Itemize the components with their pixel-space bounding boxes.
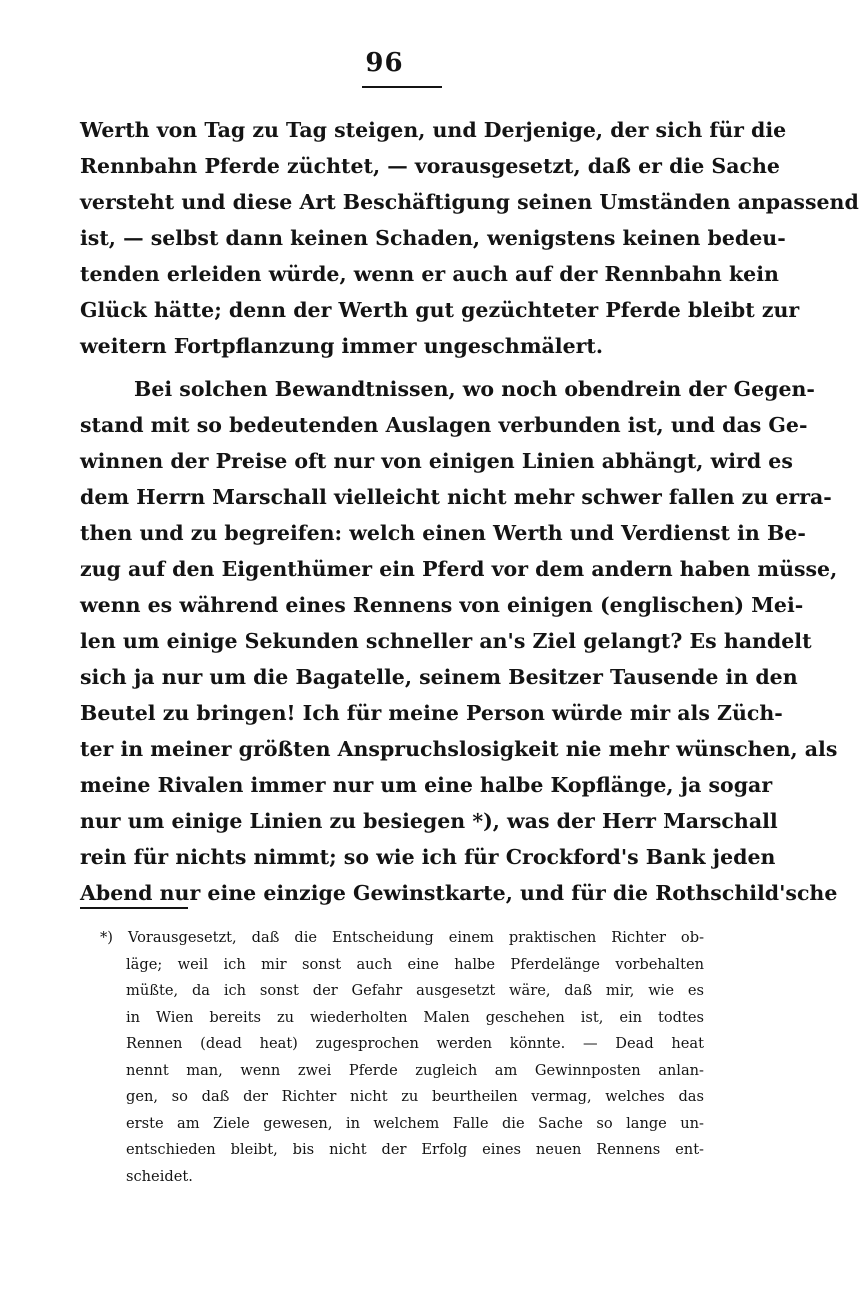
text-line: meine Rivalen immer nur um eine halbe Kopflänge, ja sogar (80, 773, 773, 797)
paragraph-gap (80, 364, 707, 371)
footnote (80, 925, 704, 1190)
text-line: Rennbahn Pferde züchtet, — vorausgesetzt, daß er die Sache (80, 154, 780, 178)
text-line: Bei solchen Bewandtnissen, wo noch obendrein der Gegen- (134, 377, 815, 401)
text-line: weitern Fortpflanzung immer ungeschmälert. (80, 334, 604, 358)
text-line: Werth von Tag zu Tag steigen, und Derjenige, der sich für die (80, 118, 787, 142)
footnote-line: gen, so daß der Richter nicht zu beurtheilen vermag, welches das (126, 1088, 704, 1105)
footnote-line: Rennen (dead heat) zugesprochen werden könnte. — Dead heat (126, 1035, 704, 1052)
footnote-line: *) Vorausgesetzt, daß die Entscheidung einem praktischen Richter ob- (100, 929, 704, 946)
body-text (80, 112, 859, 911)
text-line: tenden erleiden würde, wenn er auch auf der Rennbahn kein (80, 262, 779, 286)
footnote-line: erste am Ziele gewesen, in welchem Falle die Sache so lange un- (126, 1114, 704, 1132)
page-number: 96 (365, 48, 404, 78)
text-line: nur um einige Linien zu besiegen *), was der Herr Marschall (80, 809, 778, 833)
text-line: Glück hätte; denn der Werth gut gezüchteter Pferde bleibt zur (80, 298, 800, 322)
text-line: Beutel zu bringen! Ich für meine Person würde mir als Züch- (80, 701, 783, 725)
text-line: ter in meiner größten Anspruchslosigkeit nie mehr wünschen, als (80, 737, 838, 761)
text-line: Abend nur eine einzige Gewinstkarte, und für die Rothschild'sche (80, 881, 838, 905)
footnote-line: entschieden bleibt, bis nicht der Erfolg eines neuen Rennens ent- (126, 1141, 704, 1158)
text-line: wenn es während eines Rennens von einigen (englischen) Mei- (80, 593, 804, 617)
page-number-rule (362, 86, 442, 88)
paragraph (80, 112, 859, 364)
footnote-line: nennt man, wenn zwei Pferde zugleich am Gewinnposten anlan- (126, 1061, 704, 1079)
text-line: ist, — selbst dann keinen Schaden, wenigstens keinen bedeu- (80, 226, 786, 250)
footnote-rule (80, 907, 188, 909)
text-line: winnen der Preise oft nur von einigen Linien abhängt, wird es (80, 449, 793, 473)
text-line: len um einige Sekunden schneller an's Ziel gelangt? Es handelt (80, 629, 812, 653)
footnote-line: müßte, da ich sonst der Gefahr ausgesetzt wäre, daß mir, wie es (126, 982, 704, 999)
text-line: stand mit so bedeutenden Auslagen verbunden ist, und das Ge- (80, 413, 808, 437)
footnote-line: läge; weil ich mir sonst auch eine halbe Pferdelänge vorbehalten (126, 955, 704, 973)
text-line: then und zu begreifen: welch einen Werth und Verdienst in Be- (80, 521, 806, 545)
paragraph (80, 371, 838, 911)
text-line: rein für nichts nimmt; so wie ich für Crockford's Bank jeden (80, 845, 776, 869)
text-line: sich ja nur um die Bagatelle, seinem Besitzer Tausende in den (80, 665, 798, 689)
footnote-line: scheidet. (126, 1167, 193, 1185)
footnote-line: in Wien bereits zu wiederholten Malen geschehen ist, ein todtes (126, 1008, 704, 1026)
text-line: dem Herrn Marschall vielleicht nicht mehr schwer fallen zu erra- (80, 485, 832, 509)
text-line: versteht und diese Art Beschäftigung seinen Umständen anpassend (80, 190, 859, 214)
text-line: zug auf den Eigenthümer ein Pferd vor dem andern haben müsse, (80, 557, 838, 581)
